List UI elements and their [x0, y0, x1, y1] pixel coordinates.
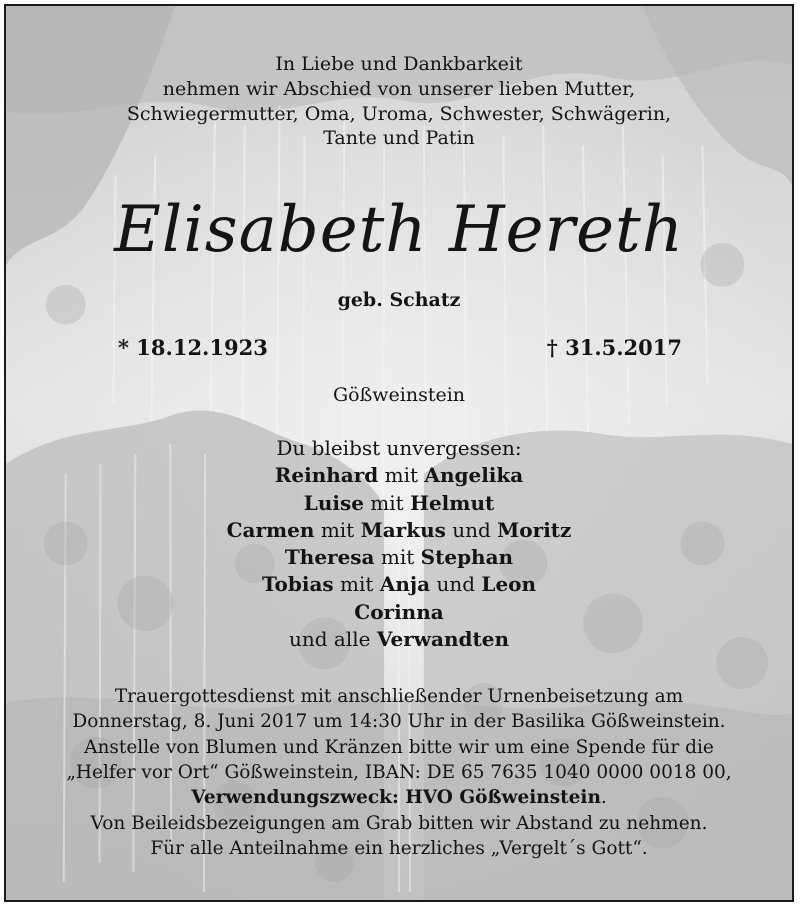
mourner-name: Stephan [420, 545, 514, 569]
birth-name: geb. Schatz [337, 289, 461, 311]
mourner-name: Moritz [497, 518, 572, 542]
mourner-line [6, 602, 792, 622]
donation-purpose: Verwendungszweck: HVO Gößweinstein [191, 787, 601, 808]
mourner-name: Corinna [354, 600, 444, 624]
mourner-line [6, 547, 792, 567]
connector: mit [340, 572, 374, 596]
mourner-name: Reinhard [274, 463, 379, 487]
intro-line-3: Schwiegermutter, Oma, Uroma, Schwester, Schwägerin, [126, 103, 672, 125]
service-line-5 [6, 789, 792, 808]
mourners-heading: Du bleibst unvergessen: [276, 436, 522, 460]
mourner-name: Markus [360, 518, 446, 542]
mourner-name: Angelika [424, 463, 524, 487]
connector: mit [370, 491, 404, 515]
obituary-notice [4, 4, 794, 902]
mourner-line [6, 520, 792, 540]
mourner-line [6, 629, 792, 649]
connector: mit [380, 545, 415, 569]
mourner-name: Helmut [410, 491, 495, 515]
mourner-name: Anja [379, 572, 431, 596]
intro-line-1: In Liebe und Dankbarkeit [275, 53, 523, 75]
connector: und [452, 518, 491, 542]
mourner-name: Leon [481, 572, 537, 596]
death-date: † 31.5.2017 [546, 335, 682, 360]
mourner-name: Theresa [284, 545, 375, 569]
service-line-6: Von Beileidsbezeigungen am Grab bitten wir Abstand zu nehmen. [90, 813, 708, 834]
service-line-3: Anstelle von Blumen und Kränzen bitte wir um eine Spende für die [84, 737, 714, 758]
connector: und [436, 572, 476, 596]
connector: mit [384, 463, 419, 487]
birth-date: * 18.12.1923 [118, 335, 268, 360]
intro-line-2: nehmen wir Abschied von unserer lieben Mutter, [162, 78, 636, 100]
mourner-line [6, 465, 792, 485]
mourner-name: Verwandten [376, 627, 509, 651]
service-line-1: Trauergottesdienst mit anschließender Urnenbeisetzung am [114, 686, 684, 707]
service-line-2: Donnerstag, 8. Juni 2017 um 14:30 Uhr in der Basilika Gößweinstein. [72, 711, 726, 732]
mourner-line [6, 493, 792, 513]
mourner-name: Carmen [226, 518, 315, 542]
mourner-line [6, 574, 792, 594]
purpose-period: . [600, 787, 607, 808]
connector: mit [320, 518, 355, 542]
place: Gößweinstein [332, 384, 466, 406]
deceased-name: Elisabeth Hereth [114, 193, 684, 267]
service-line-4: „Helfer vor Ort“ Gößweinstein, IBAN: DE 65 7635 1040 0000 0018 00, [66, 762, 732, 783]
connector: und alle [289, 627, 371, 651]
mourner-name: Luise [303, 491, 364, 515]
service-line-7: Für alle Anteilnahme ein herzliches „Vergelt´s Gott“. [150, 838, 648, 859]
mourner-name: Tobias [261, 572, 334, 596]
intro-line-4: Tante und Patin [323, 127, 475, 149]
